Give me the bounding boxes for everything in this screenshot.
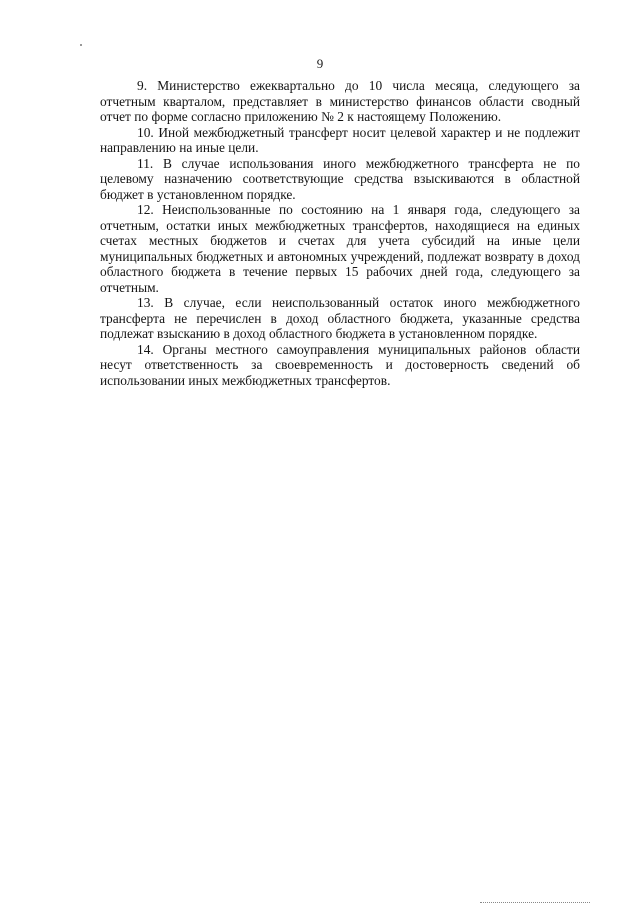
scan-speck: [80, 44, 82, 46]
paragraph-14: 14. Органы местного самоуправления муниципальных районов области несут ответственность за своевременность и достоверность сведений об использовании иных межбюджетных трансфертов.: [100, 341, 580, 388]
paragraph-9: 9. Министерство ежеквартально до 10 числа месяца, следующего за отчетным кварталом, представляет в министерство финансов области сводный отчет по форме согласно приложению № 2 к настоящему Положению.: [100, 78, 580, 124]
scan-bottom-edge: [480, 902, 590, 904]
paragraph-11: 11. В случае использования иного межбюджетного трансферта не по целевому назначению соответствующие средства взыскиваются в областной бюджет в установленном порядке.: [100, 155, 580, 202]
paragraph-13: 13. В случае, если неиспользованный остаток иного межбюджетного трансферта не перечислен в доход областного бюджета, указанные средства подлежат взысканию в доход областного бюджета в установленном порядке.: [100, 295, 580, 341]
paragraph-10: 10. Иной межбюджетный трансферт носит целевой характер и не подлежит направлению на иные цели.: [100, 124, 580, 155]
paragraph-12: 12. Неиспользованные по состоянию на 1 января года, следующего за отчетным, остатки иных межбюджетных трансфертов, находящиеся на единых счетах местных бюджетов и счетах для учета субсидий на иные цели муниципальных бюджетных и автономных учреждений, подлежат возврату в доход областного бюджета в течение первых 15 рабочих дней года, следующего за отчетным.: [100, 202, 580, 295]
document-body: [100, 78, 580, 388]
page-number: 9: [316, 56, 324, 71]
